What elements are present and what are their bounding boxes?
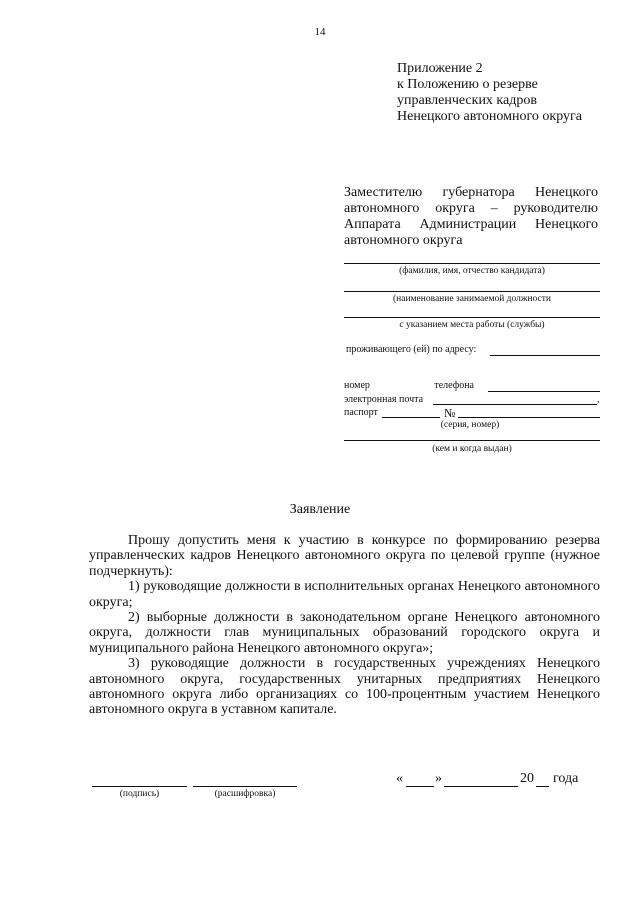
appendix-line: Ненецкого автономного округа: [397, 109, 582, 124]
appendix-line: Приложение 2: [397, 61, 483, 76]
issued-line[interactable]: [344, 440, 600, 441]
document-title: Заявление: [289, 502, 351, 517]
statement-item: 2) выборные должности в законодательном органе Ненецкого автономного округа, должности глав муниципальных образований городского округа и муниципального района Ненецкого автономного округа»;: [89, 610, 600, 656]
date-year-prefix: 20: [520, 771, 534, 786]
workplace-line[interactable]: [344, 317, 600, 318]
signature-line[interactable]: [92, 786, 187, 787]
residing-label: проживающего (ей) по адресу:: [346, 344, 477, 355]
date-day-line[interactable]: [406, 786, 434, 787]
phone-label: номер телефона: [344, 380, 474, 391]
statement-item: 1) руководящие должности в исполнительных органах Ненецкого автономного округа;: [89, 579, 600, 610]
statement-item: 3) руководящие должности в государственных учреждениях Ненецкого автономного округа, государственных унитарных предприятиях Ненецкого автономного округа либо организациях со 100-процентным участием Ненецкого автономного округа в уставном капитале.: [89, 656, 600, 718]
addressee-line: автономного округа – руководителю: [344, 201, 598, 216]
statement-body: [89, 533, 600, 718]
addressee-line: Аппарата Администрации Ненецкого: [344, 217, 598, 232]
address-line[interactable]: [490, 355, 600, 356]
passport-number-sign: №: [444, 406, 456, 420]
passport-series-line[interactable]: [382, 417, 440, 418]
appendix-block: [397, 61, 582, 125]
date-year-line[interactable]: [536, 786, 549, 787]
signature-caption: (подпись): [119, 789, 160, 799]
decode-caption: (расшифровка): [214, 789, 276, 799]
addressee-line: Заместителю губернатора Ненецкого: [344, 185, 598, 200]
appendix-line: управленческих кадров: [397, 93, 537, 108]
date-open-quote: «: [396, 771, 403, 786]
page-number: 14: [314, 26, 326, 38]
email-label: электронная почта: [344, 394, 424, 405]
passport-label: паспорт: [344, 407, 378, 418]
fio-caption: (фамилия, имя, отчество кандидата): [399, 266, 545, 276]
email-comma: ,: [597, 394, 600, 405]
date-month-line[interactable]: [444, 786, 518, 787]
issued-caption: (кем и когда выдан): [432, 444, 512, 454]
phone-line[interactable]: [488, 391, 600, 392]
decode-line[interactable]: [193, 786, 297, 787]
addressee-line: автономного округа: [344, 233, 463, 248]
workplace-caption: с указанием места работы (службы): [399, 320, 545, 330]
date-close-quote: »: [435, 771, 442, 786]
appendix-line: к Положению о резерве: [397, 77, 538, 92]
addressee-block: [344, 185, 598, 249]
statement-intro: Прошу допустить меня к участию в конкурсе по формированию резерва управленческих кадров Ненецкого автономного округа по целевой группе (нужное подчеркнуть):: [89, 533, 600, 579]
series-caption: (серия, номер): [440, 420, 500, 430]
passport-number-line[interactable]: [458, 417, 600, 418]
position-line[interactable]: [344, 291, 600, 292]
fio-line[interactable]: [344, 263, 600, 264]
position-caption: (наименование занимаемой должности: [393, 294, 551, 304]
date-year-suffix: года: [553, 771, 579, 786]
email-line[interactable]: [433, 404, 597, 405]
